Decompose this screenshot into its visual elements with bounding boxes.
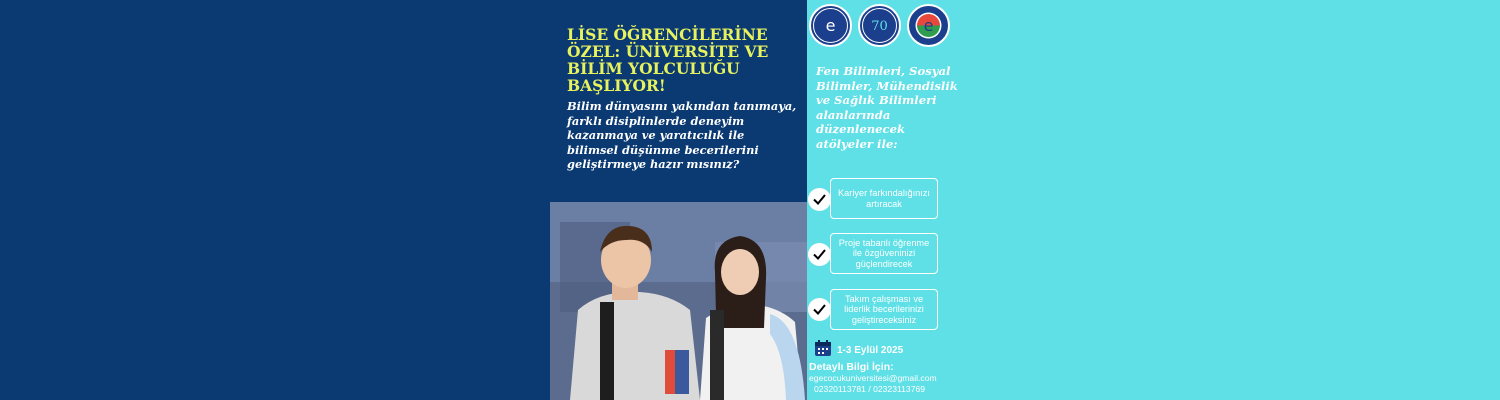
calendar-icon: [814, 339, 832, 361]
contact-email[interactable]: egecocukuniversitesi@gmail.com: [809, 373, 937, 383]
check-icon: [808, 298, 831, 321]
ege-universitesi-logo: [809, 4, 852, 47]
svg-text:70: 70: [871, 19, 888, 34]
intro-text: Bilim dünyasını yakından tanımaya, farklı disiplinlerde deneyim kazanmaya ve yaratıcılık ile bilimsel düşünme becerilerini geliştirmeye hazır mısınız?: [567, 99, 797, 172]
date-row: [814, 339, 903, 361]
ege-cocuk-universitesi-logo: [907, 4, 950, 47]
fields-text: Fen Bilimleri, Sosyal Bilimler, Mühendislik ve Sağlık Bilimleri alanlarında düzenlenecek atölyeler ile:: [816, 64, 958, 151]
students-photo: [550, 202, 807, 400]
benefit-card: Proje tabanlı öğrenme ile özgüveninizi güçlendirecek: [830, 233, 938, 274]
benefit-card: Takım çalışması ve liderlik becerilerinizi geliştireceksiniz: [830, 289, 938, 330]
contact-phones[interactable]: 02320113781 / 02323113769: [814, 384, 926, 394]
svg-text:e: e: [825, 16, 836, 35]
benefit-card: Kariyer farkındalığınızı artıracak: [830, 178, 938, 219]
svg-text:e: e: [923, 16, 934, 35]
check-icon: [808, 188, 831, 211]
logos-row: [809, 4, 950, 47]
check-icon: [808, 243, 831, 266]
contact-title: Detaylı Bilgi İçin:: [809, 361, 894, 373]
event-date: 1-3 Eylül 2025: [837, 344, 904, 356]
ege-universitesi-anniversary-logo: [858, 4, 901, 47]
headline: LİSE ÖĞRENCİLERİNE ÖZEL: ÜNİVERSİTE VE BİLİM YOLCULUĞU BAŞLIYOR!: [567, 25, 769, 95]
